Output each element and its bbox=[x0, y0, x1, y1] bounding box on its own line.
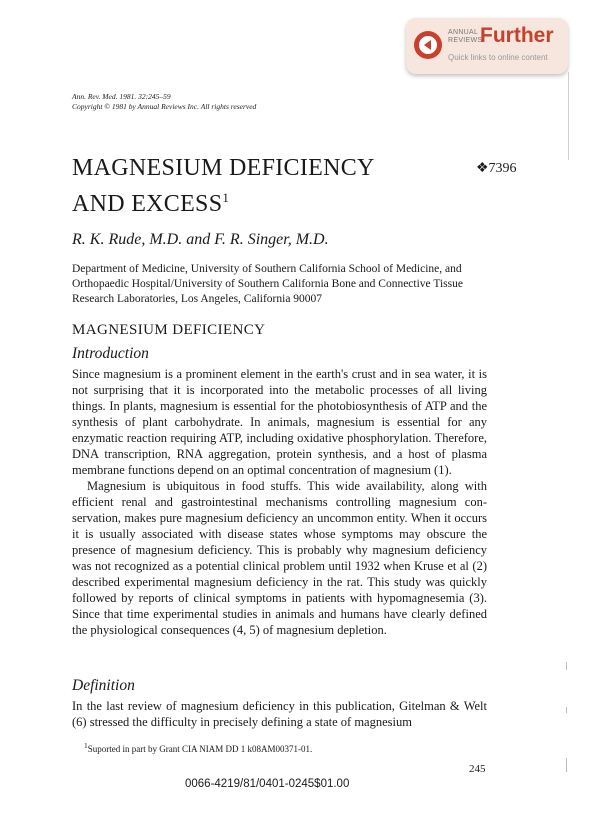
badge-reviews-text: REVIEWS bbox=[448, 37, 483, 44]
journal-citation: Ann. Rev. Med. 1981. 32:245–59 bbox=[72, 92, 171, 101]
edge-tick bbox=[566, 758, 567, 772]
title-line-1: MAGNESIUM DEFICIENCY bbox=[72, 155, 375, 181]
introduction-body bbox=[72, 366, 487, 638]
title-footnote-mark: 1 bbox=[222, 190, 230, 205]
introduction-heading: Introduction bbox=[72, 345, 149, 362]
footnote-text: Suported in part by Grant CIA NIAM DD 1 k08AM00371-01. bbox=[87, 744, 313, 754]
edge-tick bbox=[566, 662, 567, 670]
badge-further-text: Further bbox=[480, 24, 554, 47]
definition-heading: Definition bbox=[72, 677, 135, 694]
title-line-2: AND EXCESS bbox=[72, 191, 223, 217]
badge-annual-text: ANNUAL bbox=[448, 29, 479, 36]
intro-paragraph-1: Since magnesium is a prominent element in the earth's crust and in sea water, it is not surprising that it is incorporated into the metabolic processes of all living things. In plants, magnesium is essential for the photobiosynthesis of ATP and the synthesis of plant carbohydrate. In animals, magnesium is essential for any enzymatic reaction requiring ATP, including oxidative phosphorylation. Therefore, DNA transcription, RNA aggregation, protein synthesis, and a host of plasma membrane functions depend on an optimal concentration of magnesium (1). bbox=[72, 367, 487, 477]
page-number: 245 bbox=[469, 763, 486, 775]
affiliation: Department of Medicine, University of Southern California School of Medicine, and Orthopaedic Hospital/University of Southern California Bone and Connective Tissue Research Laboratories, Los Angeles, California 90007 bbox=[72, 263, 463, 305]
edge-tick bbox=[566, 707, 567, 713]
article-number: ❖7396 bbox=[476, 161, 517, 176]
copyright-line: Copyright © 1981 by Annual Reviews Inc. All rights reserved bbox=[72, 102, 257, 111]
section-heading: MAGNESIUM DEFICIENCY bbox=[72, 322, 266, 338]
footnote bbox=[84, 741, 312, 754]
authors: R. K. Rude, M.D. and F. R. Singer, M.D. bbox=[72, 231, 329, 248]
footnote-mark: 1 bbox=[84, 741, 88, 750]
page-edge-line bbox=[568, 72, 569, 160]
price-code: 0066-4219/81/0401-0245$01.00 bbox=[185, 778, 350, 790]
definition-paragraph: In the last review of magnesium deficiency in this publication, Gitelman & Welt (6) stressed the difficulty in precisely defining a state of magnesium bbox=[72, 699, 487, 729]
intro-paragraph-2: Magnesium is ubiquitous in food stuffs. This wide availability, along with efficient renal and gastrointestinal mechanisms controlling magnesium conservation, makes pure magnesium deficiency an uncommon entity. When it occurs it is usually associated with disease states whose symptoms may obscure the presence of magnesium deficiency. This is probably why magnesium deficiency was not recognized as a potential clinical problem until 1932 when Kruse et al (2) described experimental magnesium deficiency in the rat. This study was quickly followed by reports of clinical symptoms in patients with hypomagnesemia (3). Since that time experimental studies in animals and humans have clearly defined the physiological consequences (4, 5) of magnesium depletion. bbox=[72, 479, 487, 637]
badge-annual-reviews-label bbox=[448, 29, 482, 45]
play-arrow-icon bbox=[414, 31, 442, 59]
further-badge[interactable] bbox=[406, 18, 568, 74]
article-title bbox=[72, 154, 375, 219]
badge-subtitle: Quick links to online content bbox=[448, 53, 548, 62]
definition-body bbox=[72, 698, 487, 730]
